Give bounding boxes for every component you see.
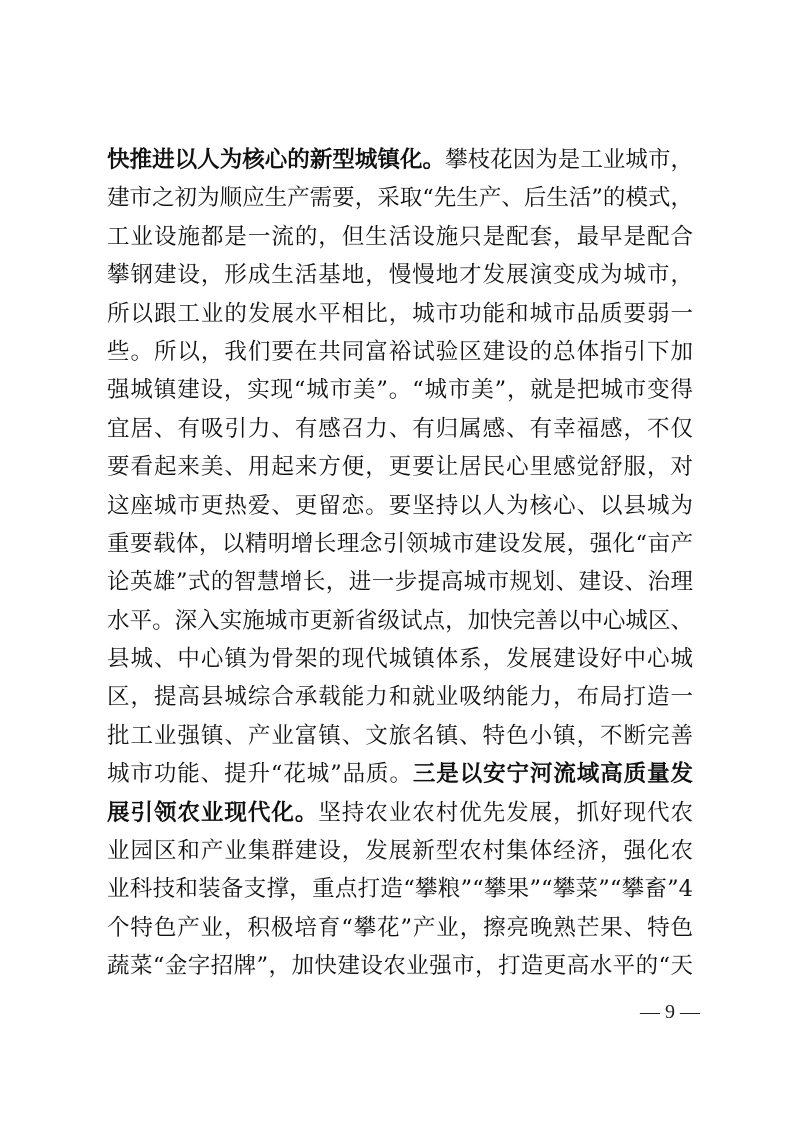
text-line [107,870,693,908]
line-text: 这座城市更热爱、更留恋。要坚持以人为核心、以县城为 [107,492,693,519]
text-line [107,179,693,217]
line-text: 些。所以，我们要在共同富裕试验区建设的总体指引下加 [107,338,693,365]
line-text: 水平。深入实施城市更新省级试点，加快完善以中心城区、 [107,607,693,634]
text-line [107,333,693,371]
line-text: 业科技和装备支撑，重点打造“攀粮”“攀果”“攀菜”“攀畜”4 [107,876,693,903]
line-text: 论英雄”式的智慧增长，进一步提高城市规划、建设、治理 [107,569,693,596]
text-line [107,794,693,832]
line-text: 业园区和产业集群建设，发展新型农村集体经济，强化农 [107,838,693,865]
line-text: 城市功能、提升“花城”品质。 [107,761,413,788]
text-line [107,295,693,333]
text-line [107,410,693,448]
line-text: 要看起来美、用起来方便，更要让居民心里感觉舒服，对 [107,454,693,481]
text-line [107,525,693,563]
text-line [107,487,693,525]
line-text: 蔬菜“金字招牌”，加快建设农业强市，打造更高水平的“天 [107,953,693,980]
text-line [107,602,693,640]
text-line [107,371,693,409]
bold-heading-text: 展引领农业现代化。 [107,799,319,826]
line-text: 坚持农业农村优先发展，抓好现代农 [318,799,693,826]
line-text: 攀钢建设，形成生活基地，慢慢地才发展演变成为城市， [107,262,693,289]
text-line [107,640,693,678]
text-line [107,563,693,601]
text-line [107,832,693,870]
line-text: 攀枝花因为是工业城市， [445,147,693,173]
line-text: 强城镇建设，实现“城市美”。“城市美”，就是把城市变得 [107,377,693,404]
line-text: 县城、中心镇为骨架的现代城镇体系，发展建设好中心城 [107,646,693,673]
line-text: 建市之初为顺应生产需要，采取“先生产、后生活”的模式， [107,185,693,212]
text-line [107,448,693,486]
line-text: 宜居、有吸引力、有感召力、有归属感、有幸福感，不仅 [107,415,693,442]
line-text: 所以跟工业的发展水平相比，城市功能和城市品质要弱一 [107,300,693,327]
text-line [107,256,693,294]
page-number: — 9 — [640,1001,700,1023]
text-line [107,755,693,793]
text-line [107,218,693,256]
text-line [107,909,693,947]
body-paragraph [107,141,693,986]
line-text: 个特色产业，积极培育“攀花”产业，擦亮晚熟芒果、特色 [107,914,693,941]
line-text: 批工业强镇、产业富镇、文旅名镇、特色小镇，不断完善 [107,722,693,749]
text-line [107,947,693,985]
bold-heading-text: 三是以安宁河流域高质量发 [412,761,693,788]
text-line [107,717,693,755]
line-text: 工业设施都是一流的，但生活设施只是配套，最早是配合 [107,223,693,250]
bold-heading-text: 快推进以人为核心的新型城镇化。 [107,147,446,173]
line-text: 区，提高县城综合承载能力和就业吸纳能力，布局打造一 [107,684,693,711]
text-line [107,678,693,716]
line-text: 重要载体，以精明增长理念引领城市建设发展，强化“亩产 [107,530,693,557]
text-line [107,141,693,179]
